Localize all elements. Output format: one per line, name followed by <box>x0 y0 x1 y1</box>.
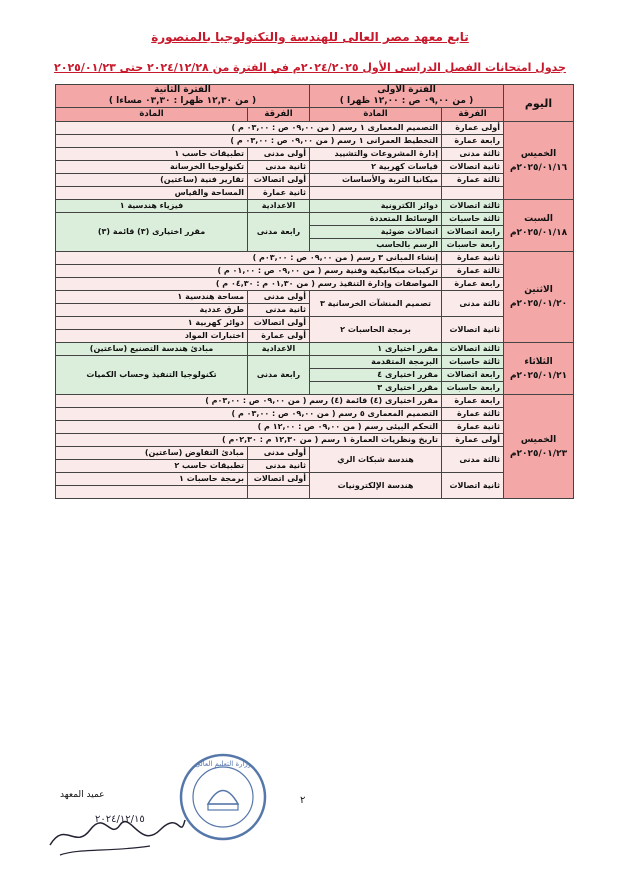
grade-cell: ثالثة مدنى <box>442 447 504 473</box>
subject-cell: البرمجة المتقدمة <box>310 356 442 369</box>
grade-cell: ثالثة حاسبات <box>442 356 504 369</box>
subject-cell: تطبيقات حاسب ١ <box>56 148 248 161</box>
grade-cell: أولى اتصالات <box>248 317 310 330</box>
col-grade-header: الفرقة <box>248 108 310 122</box>
subject-cell: إدارة المشروعات والتشييد <box>310 148 442 161</box>
day-name: الخميس <box>520 148 557 159</box>
period1-time: ( من ٠٩,٠٠ ص : ١٢,٠٠ ظهرا ) <box>339 96 474 106</box>
subject-cell: التصميم المعمارى ١ رسم ( من ٠٩,٠٠ ص : ٠٣,٠٠ م ) <box>56 122 442 135</box>
subject-cell: تاريخ ونظريات العمارة ١ رسم ( من ١٢,٣٠ م : ٠٢,٣٠م ) <box>56 434 442 447</box>
col-subject-header: المادة <box>310 108 442 122</box>
subject-cell: تصميم المنشآت الخرسانية ٣ <box>310 291 442 317</box>
grade-cell: رابعة عمارة <box>442 395 504 408</box>
grade-cell: أولى مدنى <box>248 148 310 161</box>
grade-cell: الاعدادية <box>248 200 310 213</box>
page-title: تابع معهد مصر العالى للهندسة والتكنولوجيا بالمنصورة <box>151 30 469 44</box>
subject-cell: دوائر الكترونية <box>310 200 442 213</box>
page-number: ٢ <box>300 795 306 806</box>
subject-cell: الوسائط المتعددة <box>310 213 442 226</box>
subject-cell: مبادئ هندسة التصنيع (ساعتين) <box>56 343 248 356</box>
day-cell <box>504 395 574 499</box>
seal-text: وزارة التعليم العالى <box>194 760 252 768</box>
grade-cell: أولى مدنى <box>248 291 310 304</box>
day-cell <box>504 343 574 395</box>
grade-cell: ثانية عمارة <box>442 421 504 434</box>
col-period1-header <box>310 85 504 108</box>
subject-cell: مقرر اختيارى (٤) قائمة (٤) رسم ( من ٠٩,٠٠ ص : ٠٣,٠٠م ) <box>56 395 442 408</box>
day-name: السبت <box>524 213 553 224</box>
dean-label: عميد المعهد <box>60 790 105 800</box>
day-date: ٢٠٢٥/٠١/٢١م <box>509 370 568 381</box>
grade-cell: ثانية اتصالات <box>442 473 504 499</box>
subject-cell: تركيبات ميكانيكية وفنية رسم ( من ٠٩,٠٠ ص : ٠١,٠٠ م ) <box>56 265 442 278</box>
grade-cell: ثانية مدنى <box>248 460 310 473</box>
grade-cell: أولى اتصالات <box>248 473 310 486</box>
subject-cell: تكنولوجيا التنفيذ وحساب الكميات <box>56 356 248 395</box>
subject-cell: تكنولوجيا الخرسانة <box>56 161 248 174</box>
sign-date: ٢٠٢٤/١٢/١٥ <box>95 814 145 825</box>
col-day-header: اليوم <box>504 85 574 122</box>
day-date: ٢٠٢٥/٠١/٢٠م <box>509 299 568 309</box>
grade-cell: رابعة اتصالات <box>442 226 504 239</box>
grade-cell: ثانية مدنى <box>248 161 310 174</box>
grade-cell: ثالثة عمارة <box>442 265 504 278</box>
subject-cell: التصميم المعمارى ٥ رسم ( من ٠٩,٠٠ ص : ٠٣,٠٠ م ) <box>56 408 442 421</box>
exam-schedule-table <box>55 84 574 499</box>
grade-cell: أولى مدنى <box>248 447 310 460</box>
col-grade-header: الفرقة <box>442 108 504 122</box>
subject-cell: طرق عددية <box>56 304 248 317</box>
subject-cell: التحكم البيئى رسم ( من ٠٩,٠٠ ص : ١٢,٠٠ م ) <box>56 421 442 434</box>
grade-cell: ثالثة مدنى <box>442 148 504 161</box>
grade-cell: ثانية اتصالات <box>442 161 504 174</box>
grade-cell: ثالثة مدنى <box>442 291 504 317</box>
subject-cell: برمجة الحاسبات ٢ <box>310 317 442 343</box>
subject-cell: مبادئ التفاوض (ساعتين) <box>56 447 248 460</box>
subject-cell: تطبيقات حاسب ٢ <box>56 460 248 473</box>
period1-label: الفترة الأولى <box>377 85 436 95</box>
col-period2-header <box>56 85 310 108</box>
grade-cell: رابعة عمارة <box>442 278 504 291</box>
grade-cell: الاعدادية <box>248 343 310 356</box>
day-date: ٢٠٢٥/٠١/١٨م <box>509 227 568 238</box>
grade-cell: ثانية عمارة <box>248 187 310 200</box>
subject-cell: اتصالات ضوئية <box>310 226 442 239</box>
day-cell <box>504 200 574 252</box>
grade-cell: ثالثة حاسبات <box>442 213 504 226</box>
subject-cell: الرسم بالحاسب <box>310 239 442 252</box>
subject-cell: إنشاء المبانى ٣ رسم ( من ٠٩,٠٠ ص : ٠٣,٠٠م ) <box>56 252 442 265</box>
day-cell <box>504 252 574 343</box>
grade-cell: رابعة عمارة <box>442 135 504 148</box>
grade-cell: أولى اتصالات <box>248 174 310 187</box>
grade-cell: ثانية مدنى <box>248 304 310 317</box>
subject-cell: مقرر اختيارى ٤ <box>310 369 442 382</box>
day-date: ٢٠٢٥/٠١/١٦م <box>509 162 568 173</box>
period2-time: ( من ١٢,٣٠ ظهرا : ٠٣,٣٠ مساءا ) <box>108 96 257 106</box>
subject-cell: تقارير فنية (ساعتين) <box>56 174 248 187</box>
subject-cell: المواصفات وإدارة التنفيذ رسم ( من ٠١,٣٠ م : ٠٤,٣٠ م ) <box>56 278 442 291</box>
grade-cell: أولى عمارة <box>442 434 504 447</box>
period2-label: الفترة الثانية <box>154 85 211 95</box>
col-subject-header: المادة <box>56 108 248 122</box>
day-name: الثلاثاء <box>524 356 553 367</box>
day-name: الاثنين <box>524 285 553 295</box>
subject-cell: مقرر اختيارى ١ <box>310 343 442 356</box>
day-cell <box>504 122 574 200</box>
subject-cell: التخطيط العمرانى ١ رسم ( من ٠٩,٠٠ ص : ٠٣,٠٠ م ) <box>56 135 442 148</box>
subject-cell: المساحة والقياس <box>56 187 248 200</box>
subject-cell <box>56 486 248 499</box>
grade-cell: رابعة مدنى <box>248 356 310 395</box>
subject-cell: مقرر اختيارى (٣) قائمة (٣) <box>56 213 248 252</box>
subject-cell: ميكانيا التربة والأساسات <box>310 174 442 187</box>
grade-cell <box>442 187 504 200</box>
institute-seal <box>178 752 268 842</box>
grade-cell: ثانية اتصالات <box>442 317 504 343</box>
subject-cell: دوائر كهربية ١ <box>56 317 248 330</box>
grade-cell: ثالثة اتصالات <box>442 200 504 213</box>
grade-cell: ثانية عمارة <box>442 252 504 265</box>
subject-cell: مقرر اختيارى ٣ <box>310 382 442 395</box>
day-date: ٢٠٢٥/٠١/٢٣م <box>509 448 568 459</box>
subject-cell <box>310 187 442 200</box>
subject-cell: اختبارات المواد <box>56 330 248 343</box>
subject-cell: مساحة هندسية ١ <box>56 291 248 304</box>
day-name: الخميس <box>520 434 557 445</box>
subject-cell: هندسة شبكات الري <box>310 447 442 473</box>
subject-cell: فيزياء هندسية ١ <box>56 200 248 213</box>
grade-cell: أولى عمارة <box>442 122 504 135</box>
grade-cell: ثالثة عمارة <box>442 174 504 187</box>
grade-cell: رابعة مدنى <box>248 213 310 252</box>
grade-cell: رابعة حاسبات <box>442 382 504 395</box>
grade-cell: ثالثة عمارة <box>442 408 504 421</box>
grade-cell: أولى عمارة <box>248 330 310 343</box>
subject-cell: هندسة الإلكترونيات <box>310 473 442 499</box>
dean-signature <box>40 800 190 860</box>
page-subtitle: جدول امتحانات الفصل الدراسى الأول ٢٠٢٤/٢٠٢٥م في الفترة من ٢٠٢٤/١٢/٢٨ حتى ٢٠٢٥/٠١/٢٣ <box>54 61 566 74</box>
subject-cell: برمجة حاسبات ١ <box>56 473 248 486</box>
grade-cell: ثالثة اتصالات <box>442 343 504 356</box>
subject-cell: قياسات كهربية ٢ <box>310 161 442 174</box>
grade-cell <box>248 486 310 499</box>
grade-cell: رابعة حاسبات <box>442 239 504 252</box>
grade-cell: رابعة اتصالات <box>442 369 504 382</box>
